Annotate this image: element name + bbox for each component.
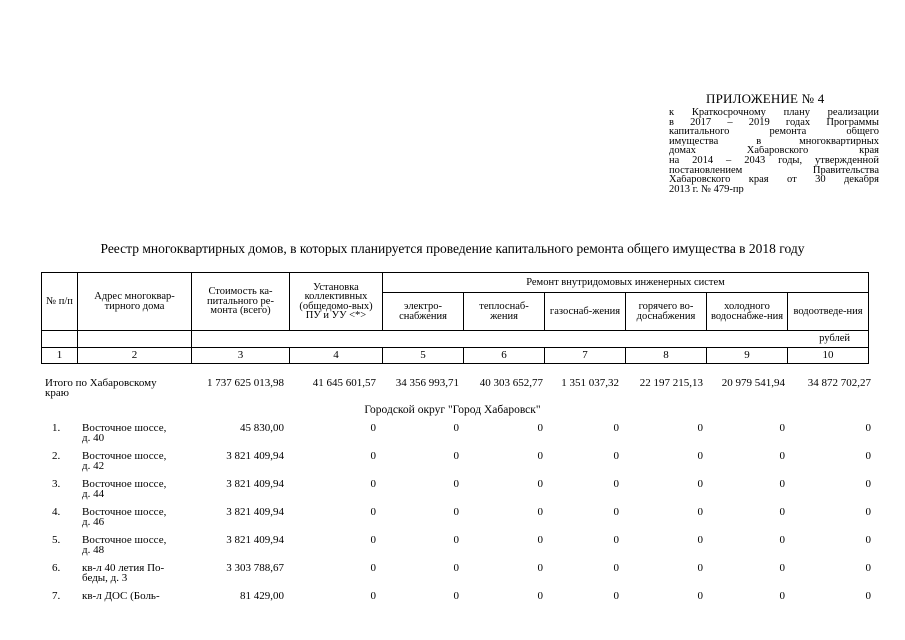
- header-electric: электро-снабжения: [383, 293, 464, 331]
- row-value: 0: [697, 562, 703, 574]
- row-cost: 3 821 409,94: [226, 506, 284, 518]
- row-value: 0: [370, 534, 376, 546]
- row-value: 0: [537, 562, 543, 574]
- col-number: 9: [707, 348, 788, 364]
- row-value: 0: [865, 590, 871, 602]
- row-address: кв-л ДОС (Боль-: [82, 590, 160, 602]
- col-number: 6: [464, 348, 545, 364]
- row-value: 0: [697, 422, 703, 434]
- total-value: 1 737 625 013,98: [207, 377, 284, 389]
- row-address: Восточное шоссе,: [82, 422, 167, 434]
- row-cost: 81 429,00: [240, 590, 284, 602]
- row-address: д. 40: [82, 432, 105, 444]
- row-value: 0: [370, 422, 376, 434]
- row-value: 0: [779, 478, 785, 490]
- col-number: 5: [383, 348, 464, 364]
- row-cost: 3 821 409,94: [226, 534, 284, 546]
- total-value: 34 356 993,71: [395, 377, 459, 389]
- row-cost: 3 821 409,94: [226, 478, 284, 490]
- row-value: 0: [537, 478, 543, 490]
- header-hot-water: горячего во-доснабжения: [626, 293, 707, 331]
- row-value: 0: [613, 590, 619, 602]
- col-number: 8: [626, 348, 707, 364]
- row-value: 0: [697, 590, 703, 602]
- col-number: 4: [290, 348, 383, 364]
- row-value: 0: [779, 422, 785, 434]
- row-value: 0: [613, 534, 619, 546]
- total-value: 22 197 215,13: [639, 377, 703, 389]
- col-number: 2: [78, 348, 192, 364]
- row-value: 0: [865, 506, 871, 518]
- total-label: Итого по Хабаровскому: [45, 377, 157, 389]
- document-title: Реестр многоквартирных домов, в которых планируется проведение капитального ремонта общего имущества в 2018 году: [100, 241, 805, 256]
- appendix-line: Хабаровского края от 30 декабря: [669, 175, 879, 185]
- header-address: Адрес многоквар-тирного дома: [78, 273, 192, 331]
- row-value: 0: [865, 534, 871, 546]
- row-value: 0: [779, 562, 785, 574]
- row-cost: 3 821 409,94: [226, 450, 284, 462]
- row-value: 0: [697, 534, 703, 546]
- row-value: 0: [537, 450, 543, 462]
- appendix-line: домах Хабаровского края: [669, 146, 879, 156]
- row-address: Восточное шоссе,: [82, 534, 167, 546]
- appendix-line: в 2017 – 2019 годах Программы: [669, 117, 879, 128]
- col-number: 7: [545, 348, 626, 364]
- row-address: Восточное шоссе,: [82, 506, 167, 518]
- row-value: 0: [453, 562, 459, 574]
- appendix-line: постановлением Правительства: [669, 165, 879, 176]
- row-value: 0: [697, 506, 703, 518]
- col-number: 10: [788, 348, 869, 364]
- row-address: кв-л 40 летия По-: [82, 562, 165, 574]
- row-value: 0: [453, 534, 459, 546]
- header-gas: газоснаб-жения: [545, 293, 626, 331]
- row-address: беды, д. 3: [82, 572, 128, 584]
- row-address: д. 42: [82, 460, 105, 472]
- row-value: 0: [613, 478, 619, 490]
- row-value: 0: [370, 590, 376, 602]
- row-address: Восточное шоссе,: [82, 478, 167, 490]
- col-number: 1: [42, 348, 78, 364]
- appendix-line: к Краткосрочному плану реализации: [669, 108, 879, 118]
- appendix-title: ПРИЛОЖЕНИЕ № 4: [706, 91, 825, 106]
- total-value: 1 351 037,32: [561, 377, 619, 389]
- header-unit: рублей: [192, 331, 869, 348]
- row-value: 0: [370, 450, 376, 462]
- row-value: 0: [613, 562, 619, 574]
- header-metering: Установка коллективных (общедомо-вых) ПУ и УУ <*>: [290, 273, 383, 331]
- row-number: 4.: [52, 506, 61, 518]
- row-cost: 3 303 788,67: [226, 562, 284, 574]
- row-value: 0: [370, 562, 376, 574]
- row-value: 0: [779, 534, 785, 546]
- row-value: 0: [453, 506, 459, 518]
- row-number: 2.: [52, 450, 61, 462]
- row-value: 0: [865, 562, 871, 574]
- header-cost: Стоимость ка-питального ре-монта (всего): [192, 273, 290, 331]
- header-cold-water: холодного водоснабже-ния: [707, 293, 788, 331]
- row-value: 0: [453, 422, 459, 434]
- row-value: 0: [453, 590, 459, 602]
- row-value: 0: [370, 478, 376, 490]
- appendix-line: 2013 г. № 479-пр: [669, 184, 744, 195]
- row-number: 5.: [52, 534, 61, 546]
- row-value: 0: [370, 506, 376, 518]
- row-value: 0: [779, 590, 785, 602]
- row-value: 0: [537, 590, 543, 602]
- row-value: 0: [865, 450, 871, 462]
- row-value: 0: [697, 478, 703, 490]
- row-value: 0: [779, 506, 785, 518]
- row-address: д. 44: [82, 488, 105, 500]
- col-number: 3: [192, 348, 290, 364]
- row-address: д. 48: [82, 544, 105, 556]
- appendix-line: на 2014 – 2043 годы, утвержденной: [669, 155, 879, 166]
- row-value: 0: [613, 450, 619, 462]
- appendix-line: имущества в многоквартирных: [669, 136, 879, 147]
- row-value: 0: [697, 450, 703, 462]
- row-number: 6.: [52, 562, 61, 574]
- row-number: 7.: [52, 590, 61, 602]
- row-value: 0: [537, 534, 543, 546]
- row-address: д. 46: [82, 516, 105, 528]
- total-value: 34 872 702,27: [807, 377, 871, 389]
- row-value: 0: [613, 506, 619, 518]
- total-value: 20 979 541,94: [721, 377, 785, 389]
- row-value: 0: [537, 422, 543, 434]
- row-address: Восточное шоссе,: [82, 450, 167, 462]
- row-number: 3.: [52, 478, 61, 490]
- total-label: краю: [45, 387, 69, 399]
- row-value: 0: [453, 450, 459, 462]
- header-num: № п/п: [42, 273, 78, 331]
- header-sewerage: водоотведе-ния: [788, 293, 869, 331]
- appendix-line: капитального ремонта общего: [669, 127, 879, 137]
- row-number: 1.: [52, 422, 61, 434]
- section-title: Городской округ "Город Хабаровск": [364, 404, 541, 416]
- header-heat: теплоснаб-жения: [464, 293, 545, 331]
- row-value: 0: [779, 450, 785, 462]
- row-cost: 45 830,00: [240, 422, 284, 434]
- row-value: 0: [537, 506, 543, 518]
- row-value: 0: [613, 422, 619, 434]
- total-value: 41 645 601,57: [312, 377, 376, 389]
- row-value: 0: [865, 478, 871, 490]
- row-value: 0: [865, 422, 871, 434]
- total-value: 40 303 652,77: [479, 377, 543, 389]
- row-value: 0: [453, 478, 459, 490]
- header-repair-group: Ремонт внутридомовых инженерных систем: [383, 273, 869, 293]
